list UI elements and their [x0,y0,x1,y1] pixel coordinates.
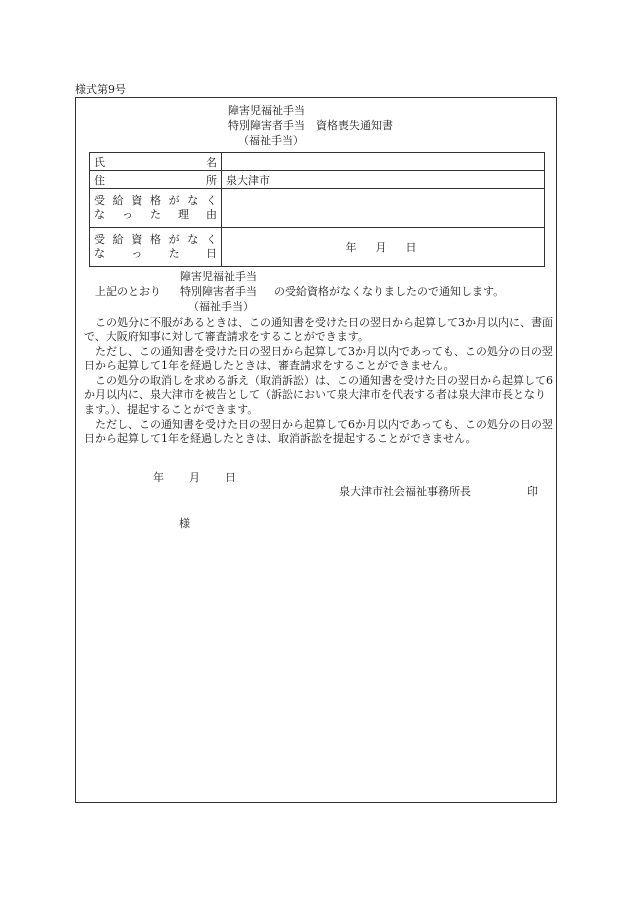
footer-month: 月 [189,471,200,484]
form-number: 様式第9号 [75,83,126,96]
instruction-paragraph-1: この処分に不服があるときは、この通知書を受けた日の翌日から起算して3か月以内に、書面で、大阪府知事に対して審査請求をすることができます。 [84,316,553,344]
notice-allowance-line2: 特別障害者手当 [180,285,257,298]
table-row-date [90,228,545,267]
name-label [90,153,222,171]
table-row-name [90,153,545,171]
address-value[interactable]: 泉大津市 [222,171,545,189]
notice-allowance-line1: 障害児福祉手当 [180,270,257,283]
date-value[interactable]: 年 月 日 [222,228,545,267]
notice-prefix: 上記のとおり [95,285,161,298]
issuer-name: 泉大津市社会福祉事務所長 [339,485,471,498]
instruction-paragraph-2: ただし、この通知書を受けた日の翌日から起算して3か月以内であっても、この処分の日の翌日から起算して1年を経過したときは、審査請求をすることができません。 [84,345,553,373]
footer-day: 日 [225,471,236,484]
title-line1: 障害児福祉手当 [228,104,305,117]
instruction-paragraph-4: ただし、この通知書を受けた日の翌日から起算して6か月以内であっても、この処分の日の翌日から起算して1年を経過したときは、取消訴訟を提起することができません。 [84,418,553,446]
info-table [89,152,545,267]
footer-year: 年 [153,471,164,484]
reason-value[interactable] [222,189,545,228]
reason-label [90,189,222,228]
date-label [90,228,222,267]
address-label-right: 所 [206,173,217,187]
name-label-right: 名 [206,155,217,169]
notice-allowance-line3: （福祉手当） [188,300,254,313]
notice-suffix: の受給資格がなくなりましたので通知します。 [274,285,505,298]
reason-label-line1: 受 給 資 格 が な く [94,194,217,207]
table-row-address [90,171,545,189]
table-row-reason [90,189,545,228]
name-label-left: 氏 [94,155,105,169]
title-line2: 特別障害者手当 資格喪失通知書 [228,119,393,132]
instruction-paragraph-3: この処分の取消しを求める訴え（取消訴訟）は、この通知書を受けた日の翌日から起算して6か月以内に、泉大津市を被告として（訴訟において泉大津市を代表する者は泉大津市長となります。）、提起することができます。 [84,374,553,416]
recipient-suffix: 様 [179,517,190,530]
title-line3: （福祉手当） [238,134,304,147]
date-label-line2: な っ た 日 [94,247,217,260]
reason-label-line2: な っ た 理 由 [94,208,217,221]
address-label-left: 住 [94,173,105,187]
seal-mark: 印 [527,485,538,498]
name-value[interactable] [222,153,545,171]
address-label [90,171,222,189]
date-label-line1: 受 給 資 格 が な く [94,233,217,246]
